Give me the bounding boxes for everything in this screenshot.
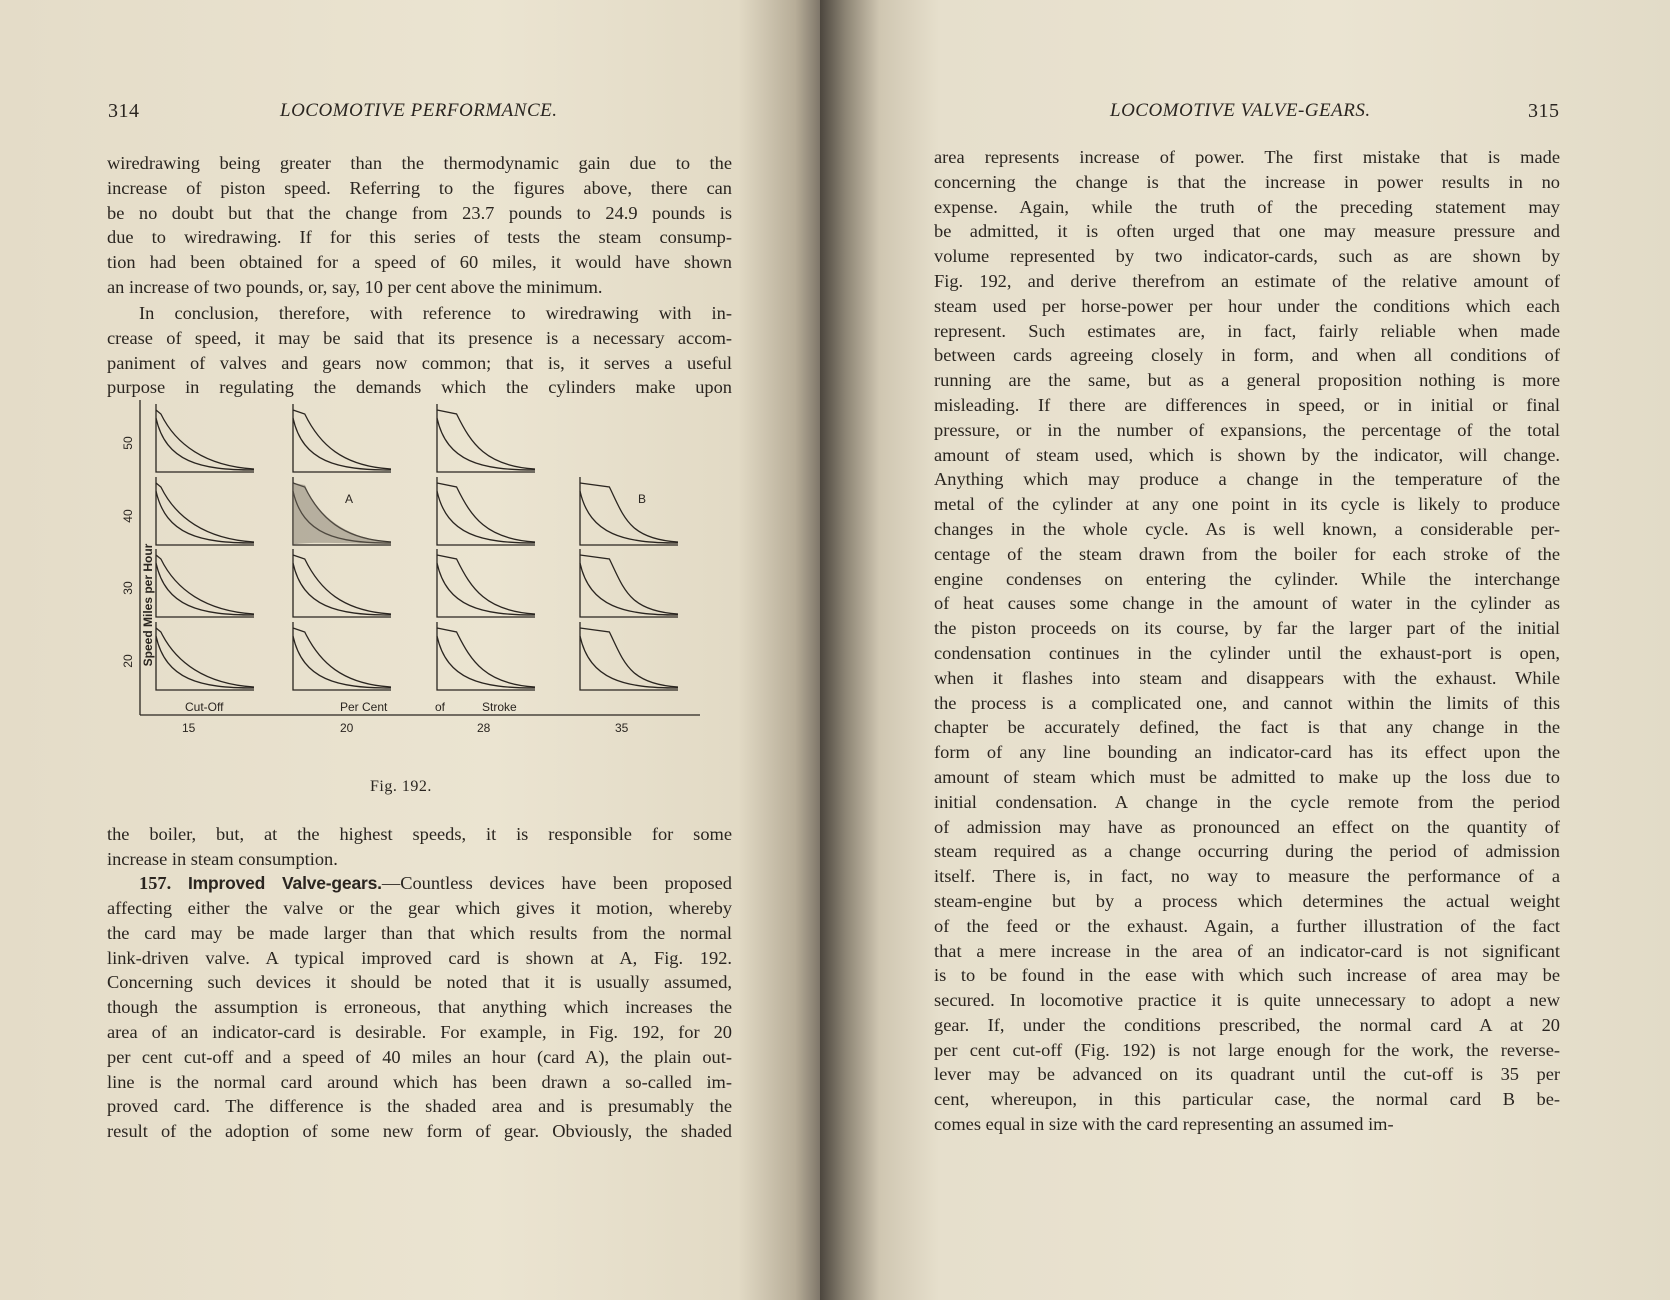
page-number: 314 xyxy=(108,100,140,122)
text-line: form of any line bounding an indicator-card has its effect upon the xyxy=(934,742,1560,763)
card-expansion-line xyxy=(293,555,391,614)
card-frame xyxy=(156,622,254,690)
card-frame xyxy=(156,477,254,545)
card-back-pressure-line xyxy=(293,563,391,615)
text-line: increase in steam consumption. xyxy=(107,848,338,869)
y-axis-label: Speed Miles per Hour xyxy=(141,543,155,667)
text-line: comes equal in size with the card representing an assumed im- xyxy=(934,1114,1394,1135)
y-tick-label: 40 xyxy=(121,509,135,523)
running-head: LOCOMOTIVE VALVE-GEARS. xyxy=(1110,100,1371,121)
card-back-pressure-line xyxy=(580,491,678,543)
running-head: LOCOMOTIVE PERFORMANCE. xyxy=(280,100,558,121)
text-line: of admission may have as pronounced an effect on the quantity of xyxy=(934,816,1560,837)
text-line: volume represented by two indicator-cards, such as are shown by xyxy=(934,246,1560,267)
text-line: represent. Such estimates are, in fact, fairly reliable when made xyxy=(934,320,1560,341)
text-line: area represents increase of power. The first mistake that is made xyxy=(934,147,1560,167)
text-line: amount of steam used, which is shown by the indicator, will change. xyxy=(934,444,1560,465)
paragraph-boiler xyxy=(107,822,732,872)
card-back-pressure-line xyxy=(156,563,254,615)
text-line: affecting either the valve or the gear which gives it motion, whereby xyxy=(107,898,732,918)
paragraph-conclusion xyxy=(107,301,732,400)
card-expansion-line xyxy=(293,410,391,469)
x-tick-label: 15 xyxy=(182,721,196,735)
text-line: misleading. If there are differences in speed, or in initial or final xyxy=(934,394,1560,415)
card-expansion-line xyxy=(156,410,254,469)
text-line: engine condenses on entering the cylinder. While the interchange xyxy=(934,568,1560,589)
card-frame xyxy=(156,549,254,617)
text-line: tion had been obtained for a speed of 60 miles, it would have shown xyxy=(107,252,732,273)
text-line: per cent cut-off and a speed of 40 miles an hour (card A), the plain out- xyxy=(107,1046,732,1067)
card-frame xyxy=(580,549,678,617)
card-expansion-line xyxy=(156,483,254,542)
x-axis-label: Cut-Off xyxy=(185,700,224,714)
card-frame xyxy=(293,549,391,617)
left-page xyxy=(0,0,820,1300)
card-expansion-line xyxy=(580,483,678,542)
text-line: purpose in regulating the demands which the cylinders make upon xyxy=(107,377,732,398)
text-line: steam used per horse-power per hour under the conditions which each xyxy=(934,295,1560,316)
text-line: when it flashes into steam and disappears with the exhaust. While xyxy=(934,667,1560,688)
text-line: between cards agreeing closely in form, and when all conditions of xyxy=(934,345,1560,366)
text-line: chapter be accurately defined, the fact is that any change in the xyxy=(934,717,1560,738)
card-frame xyxy=(437,477,535,545)
text-line: changes in the whole cycle. As is well known, a considerable per- xyxy=(934,518,1560,539)
card-back-pressure-line xyxy=(437,636,535,688)
text-line: pressure, or in the number of expansions, the percentage of the total xyxy=(934,419,1560,440)
x-tick-label: 35 xyxy=(615,721,629,735)
text-line: link-driven valve. A typical improved card is shown at A, Fig. 192. xyxy=(107,947,732,968)
x-tick-label: 20 xyxy=(340,721,354,735)
y-tick-label: 50 xyxy=(121,436,135,450)
text-line: steam required as a change occurring during the period of admission xyxy=(934,841,1560,862)
section-first-line xyxy=(107,871,732,896)
card-frame xyxy=(580,622,678,690)
card-back-pressure-line xyxy=(437,563,535,615)
card-expansion-line xyxy=(156,555,254,614)
text-line: Anything which may produce a change in the temperature of the xyxy=(934,469,1560,490)
text-line: paniment of valves and gears now common; that is, it serves a useful xyxy=(107,352,732,373)
text-line: centage of the steam drawn from the boiler for each stroke of the xyxy=(934,543,1560,564)
text-line: wiredrawing being greater than the thermodynamic gain due to the xyxy=(107,153,732,173)
text-line: the card may be made larger than that which results from the normal xyxy=(107,922,732,943)
figure-192-indicator-cards xyxy=(100,400,740,820)
section-first-line-rest: —Countless devices have been proposed xyxy=(381,873,732,893)
text-line: an increase of two pounds, or, say, 10 per cent above the minimum. xyxy=(107,276,603,297)
card-back-pressure-line xyxy=(156,418,254,470)
text-line: running are the same, but as a general proposition nothing is more xyxy=(934,370,1560,391)
text-line: crease of speed, it may be said that its presence is a necessary accom- xyxy=(107,327,732,348)
text-line: Concerning such devices it should be noted that it is usually assumed, xyxy=(107,972,732,993)
text-line: expense. Again, while the truth of the preceding statement may xyxy=(934,196,1560,217)
text-line: steam-engine but by a process which determines the actual weight xyxy=(934,890,1560,911)
y-tick-label: 30 xyxy=(121,581,135,595)
text-line: secured. In locomotive practice it is quite unnecessary to adopt a new xyxy=(934,990,1560,1011)
y-tick-label: 20 xyxy=(121,654,135,668)
text-line: of heat causes some change in the amount of water in the cylinder as xyxy=(934,593,1560,614)
text-line: proved card. The difference is the shaded area and is presumably the xyxy=(107,1096,732,1117)
text-line: result of the adoption of some new form of gear. Obviously, the shaded xyxy=(107,1121,732,1142)
text-line: is to be found in the ease with which such increase of area may be xyxy=(934,965,1560,986)
text-line: In conclusion, therefore, with reference to wiredrawing with in- xyxy=(139,303,732,323)
card-expansion-line xyxy=(293,628,391,687)
card-expansion-line xyxy=(437,410,535,469)
text-line: lever may be advanced on its quadrant until the cut-off is 35 per xyxy=(934,1064,1560,1085)
card-expansion-line xyxy=(580,628,678,687)
card-frame xyxy=(293,622,391,690)
paragraph-wiredrawing xyxy=(107,151,732,300)
x-axis-label: of xyxy=(435,700,446,714)
text-line: Fig. 192, and derive therefrom an estimate of the relative amount of xyxy=(934,270,1560,291)
x-axis-label: Stroke xyxy=(482,700,517,714)
card-expansion-line xyxy=(437,483,535,542)
text-line: due to wiredrawing. If for this series of tests the steam consump- xyxy=(107,227,732,248)
text-line: though the assumption is erroneous, that anything which increases the xyxy=(107,997,732,1018)
text-line: the boiler, but, at the highest speeds, it is responsible for some xyxy=(107,824,732,844)
card-frame xyxy=(437,549,535,617)
section-157-heading-line xyxy=(107,871,732,896)
text-line: be admitted, it is often urged that one may measure pressure and xyxy=(934,221,1560,242)
text-line: initial condensation. A change in the cycle remote from the period xyxy=(934,791,1560,812)
card-back-pressure-line xyxy=(580,563,678,615)
page-number: 315 xyxy=(1528,100,1560,122)
card-a-label: A xyxy=(345,492,354,506)
card-expansion-line xyxy=(437,628,535,687)
card-back-pressure-line xyxy=(437,491,535,543)
section-title: Improved Valve-gears. xyxy=(188,873,382,893)
card-frame xyxy=(156,404,254,472)
card-back-pressure-line xyxy=(156,636,254,688)
card-expansion-line xyxy=(580,555,678,614)
text-line: line is the normal card around which has been drawn a so-called im- xyxy=(107,1071,732,1092)
x-tick-label: 28 xyxy=(477,721,491,735)
text-line: condensation continues in the cylinder until the exhaust-port is open, xyxy=(934,642,1560,663)
text-line: area of an indicator-card is desirable. For example, in Fig. 192, for 20 xyxy=(107,1021,732,1042)
card-back-pressure-line xyxy=(580,636,678,688)
card-frame xyxy=(293,404,391,472)
card-back-pressure-line xyxy=(156,491,254,543)
paragraph-improved-valve-gears xyxy=(107,896,732,1144)
card-frame xyxy=(437,622,535,690)
text-line: metal of the cylinder at any one point in its cycle is likely to produce xyxy=(934,494,1560,515)
right-page-body xyxy=(934,145,1560,1137)
card-expansion-line xyxy=(156,628,254,687)
text-line: that a mere increase in the area of an indicator-card is not significant xyxy=(934,940,1560,961)
text-line: of the feed or the exhaust. Again, a further illustration of the fact xyxy=(934,915,1560,936)
text-line: the process is a complicated one, and cannot within the limits of this xyxy=(934,692,1560,713)
text-line: per cent cut-off (Fig. 192) is not large enough for the work, the reverse- xyxy=(934,1039,1560,1060)
card-a-shaded-area xyxy=(293,483,391,545)
figure-caption: Fig. 192. xyxy=(370,778,432,795)
text-line: itself. There is, in fact, no way to measure the performance of a xyxy=(934,866,1560,887)
card-back-pressure-line xyxy=(437,418,535,470)
card-back-pressure-line xyxy=(293,418,391,470)
card-frame xyxy=(437,404,535,472)
text-line: concerning the change is that the increase in power results in no xyxy=(934,171,1560,192)
text-line: be no doubt but that the change from 23.7 pounds to 24.9 pounds is xyxy=(107,202,732,223)
right-page xyxy=(820,0,1670,1300)
text-line: increase of piston speed. Referring to the figures above, there can xyxy=(107,177,732,198)
text-line: gear. If, under the conditions prescribed, the normal card A at 20 xyxy=(934,1014,1560,1035)
card-b-label: B xyxy=(638,492,647,506)
text-line: cent, whereupon, in this particular case, the normal card B be- xyxy=(934,1089,1560,1110)
x-axis-label: Per Cent xyxy=(340,700,388,714)
card-expansion-line xyxy=(437,555,535,614)
card-frame xyxy=(580,477,678,545)
text-line: amount of steam which must be admitted to make up the loss due to xyxy=(934,766,1560,787)
card-back-pressure-line xyxy=(293,636,391,688)
text-line: the piston proceeds on its course, by far the larger part of the initial xyxy=(934,618,1560,639)
section-number: 157. xyxy=(139,873,172,893)
